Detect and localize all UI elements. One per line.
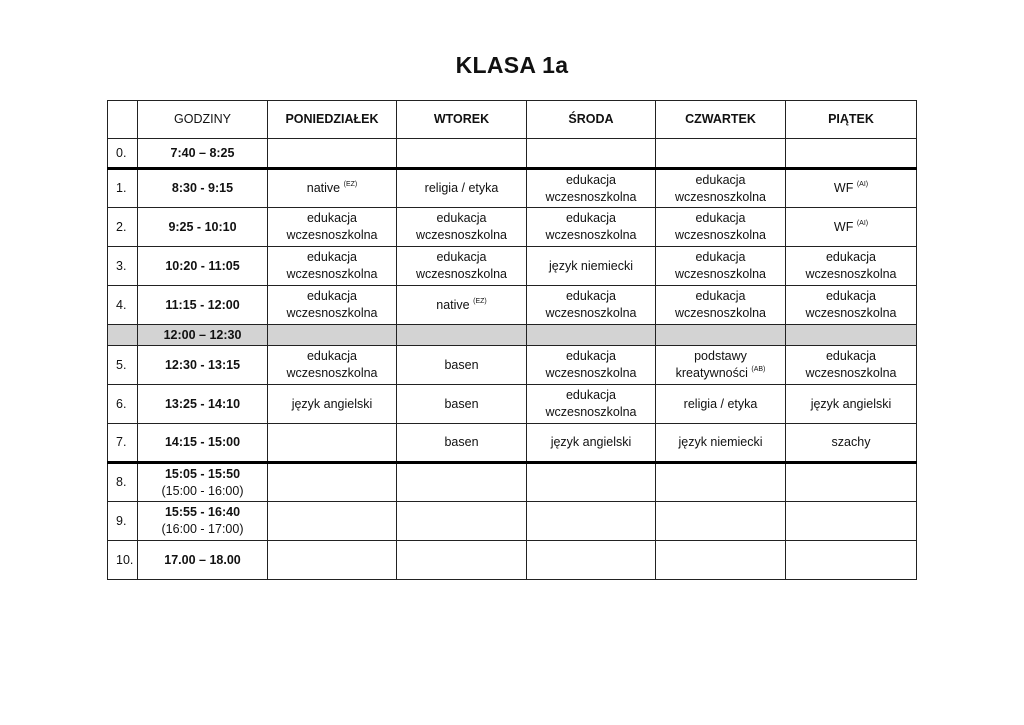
lesson-time: 9:25 - 10:10 <box>168 219 237 234</box>
subject-name: basen <box>444 357 479 372</box>
header-hours: GODZINY <box>138 101 268 139</box>
teacher-initials: (EZ) <box>473 297 487 305</box>
subject-cell <box>268 169 397 208</box>
subject-cell <box>786 346 917 385</box>
subject-cell <box>397 385 527 424</box>
subject-name: edukacja wczesnoszkolna <box>805 250 897 281</box>
lesson-row <box>108 139 917 169</box>
subject-cell <box>656 139 786 169</box>
subject-cell <box>397 169 527 208</box>
subject-cell <box>527 208 656 247</box>
subject-cell <box>656 541 786 580</box>
subject-name: basen <box>444 435 479 449</box>
lesson-time: 11:15 - 12:00 <box>165 297 240 312</box>
subject-cell <box>656 325 786 346</box>
subject-cell <box>527 502 656 541</box>
lesson-number: 9. <box>108 502 138 541</box>
lesson-number <box>108 325 138 346</box>
lesson-number: 2. <box>108 208 138 247</box>
subject-name: edukacja wczesnoszkolna <box>415 250 507 281</box>
subject-cell <box>527 286 656 325</box>
lesson-row <box>108 286 917 325</box>
subject-name: edukacja wczesnoszkolna <box>286 289 378 320</box>
lesson-hours <box>138 385 268 424</box>
subject-cell <box>397 208 527 247</box>
subject-cell <box>786 502 917 541</box>
subject-cell <box>786 208 917 247</box>
teacher-initials: (AI) <box>856 181 869 188</box>
lesson-row <box>108 346 917 385</box>
subject-cell <box>397 346 527 385</box>
subject-name: basen <box>444 396 479 411</box>
subject-name: język niemiecki <box>678 435 763 449</box>
subject-name: język angielski <box>810 396 892 411</box>
subject-cell <box>656 463 786 502</box>
subject-cell <box>397 325 527 346</box>
subject-name: szachy <box>831 435 871 449</box>
subject-name: edukacja wczesnoszkolna <box>545 211 637 242</box>
subject-cell <box>397 463 527 502</box>
subject-cell <box>527 463 656 502</box>
lesson-hours <box>138 169 268 208</box>
lesson-hours <box>138 286 268 325</box>
subject-name: edukacja wczesnoszkolna <box>545 349 637 380</box>
teacher-initials: (EZ) <box>343 181 358 188</box>
subject-name: WF <box>833 181 854 195</box>
subject-cell <box>527 385 656 424</box>
lesson-row <box>108 424 917 463</box>
lesson-hours <box>138 541 268 580</box>
subject-name: native <box>306 181 341 195</box>
subject-cell <box>527 169 656 208</box>
subject-cell <box>656 169 786 208</box>
header-row <box>108 101 917 139</box>
lesson-row <box>108 385 917 424</box>
lesson-time-alt: (16:00 - 17:00) <box>161 522 244 536</box>
subject-cell <box>397 247 527 286</box>
subject-cell <box>656 346 786 385</box>
lesson-time: 12:30 - 13:15 <box>164 357 241 372</box>
lesson-hours <box>138 247 268 286</box>
lesson-number: 0. <box>108 139 138 169</box>
subject-name: edukacja wczesnoszkolna <box>286 250 378 281</box>
subject-cell <box>786 286 917 325</box>
lesson-number: 4. <box>108 286 138 325</box>
subject-cell <box>786 541 917 580</box>
lesson-number: 10. <box>108 541 138 580</box>
lesson-number: 5. <box>108 346 138 385</box>
subject-cell <box>268 139 397 169</box>
teacher-initials: (AB) <box>751 366 766 373</box>
subject-name: edukacja wczesnoszkolna <box>545 289 637 320</box>
subject-name: religia / etyka <box>683 396 758 411</box>
header-day: PONIEDZIAŁEK <box>268 101 397 139</box>
subject-cell <box>656 502 786 541</box>
lesson-row <box>108 541 917 580</box>
subject-cell <box>656 247 786 286</box>
subject-cell <box>786 463 917 502</box>
subject-name: edukacja wczesnoszkolna <box>674 250 766 281</box>
subject-cell <box>656 286 786 325</box>
lesson-row <box>108 247 917 286</box>
header-num <box>108 101 138 139</box>
lesson-hours <box>138 325 268 346</box>
subject-cell <box>527 247 656 286</box>
lesson-time: 17.00 – 18.00 <box>164 552 241 567</box>
subject-cell <box>786 424 917 463</box>
subject-cell <box>397 502 527 541</box>
lesson-row <box>108 463 917 502</box>
lesson-time: 15:05 - 15:50 <box>164 466 241 481</box>
lesson-row <box>108 502 917 541</box>
header-day: WTOREK <box>397 101 527 139</box>
lesson-time: 12:00 – 12:30 <box>163 328 242 342</box>
lesson-time-alt: (15:00 - 16:00) <box>161 483 244 498</box>
lesson-hours <box>138 502 268 541</box>
subject-cell <box>268 424 397 463</box>
subject-cell <box>786 139 917 169</box>
lesson-number: 6. <box>108 385 138 424</box>
subject-name: edukacja wczesnoszkolna <box>674 172 766 204</box>
lesson-number: 7. <box>108 424 138 463</box>
header-day: ŚRODA <box>527 101 656 139</box>
subject-cell <box>268 463 397 502</box>
subject-cell <box>786 385 917 424</box>
subject-name: język angielski <box>550 435 632 449</box>
subject-cell <box>268 541 397 580</box>
subject-name: edukacja wczesnoszkolna <box>286 211 378 242</box>
subject-name: native <box>436 297 470 312</box>
lesson-hours <box>138 424 268 463</box>
header-day: PIĄTEK <box>786 101 917 139</box>
lesson-number: 1. <box>108 169 138 208</box>
subject-name: WF <box>833 219 854 234</box>
subject-cell <box>268 208 397 247</box>
subject-cell <box>397 424 527 463</box>
lesson-hours <box>138 463 268 502</box>
lesson-time: 7:40 – 8:25 <box>170 145 235 160</box>
subject-cell <box>786 247 917 286</box>
subject-cell <box>397 139 527 169</box>
lesson-number: 3. <box>108 247 138 286</box>
subject-name: edukacja wczesnoszkolna <box>286 349 378 380</box>
lesson-row <box>108 169 917 208</box>
subject-cell <box>527 424 656 463</box>
subject-cell <box>268 286 397 325</box>
subject-cell <box>527 346 656 385</box>
lesson-time: 14:15 - 15:00 <box>164 435 241 449</box>
teacher-initials: (AI) <box>856 219 869 227</box>
subject-name: edukacja wczesnoszkolna <box>545 172 637 204</box>
lesson-number: 8. <box>108 463 138 502</box>
subject-cell <box>786 325 917 346</box>
subject-name: edukacja wczesnoszkolna <box>805 289 897 320</box>
lesson-hours <box>138 346 268 385</box>
break-row <box>108 325 917 346</box>
subject-cell <box>527 325 656 346</box>
subject-cell <box>656 424 786 463</box>
subject-name: edukacja wczesnoszkolna <box>674 211 766 242</box>
subject-name: edukacja wczesnoszkolna <box>674 289 766 320</box>
header-day: CZWARTEK <box>656 101 786 139</box>
subject-cell <box>397 541 527 580</box>
subject-cell <box>786 169 917 208</box>
subject-name: podstawy kreatywności <box>675 349 748 380</box>
lesson-time: 10:20 - 11:05 <box>165 258 240 273</box>
subject-name: edukacja wczesnoszkolna <box>805 349 897 380</box>
subject-name: edukacja wczesnoszkolna <box>415 211 507 242</box>
subject-cell <box>268 247 397 286</box>
lesson-hours <box>138 139 268 169</box>
lesson-hours <box>138 208 268 247</box>
subject-name: religia / etyka <box>424 181 499 195</box>
subject-cell <box>656 208 786 247</box>
subject-name: język angielski <box>291 396 373 411</box>
lesson-time: 15:55 - 16:40 <box>164 505 241 519</box>
lesson-time: 13:25 - 14:10 <box>164 396 241 411</box>
subject-cell <box>268 385 397 424</box>
subject-cell <box>397 286 527 325</box>
timetable-body <box>108 139 917 580</box>
subject-name: język niemiecki <box>548 258 634 273</box>
subject-cell <box>268 325 397 346</box>
subject-cell <box>527 139 656 169</box>
subject-cell <box>268 502 397 541</box>
subject-name: edukacja wczesnoszkolna <box>545 388 637 419</box>
page-title: KLASA 1a <box>455 52 569 78</box>
lesson-time: 8:30 - 9:15 <box>171 181 234 195</box>
lesson-row <box>108 208 917 247</box>
subject-cell <box>527 541 656 580</box>
subject-cell <box>656 385 786 424</box>
timetable <box>107 100 917 580</box>
subject-cell <box>268 346 397 385</box>
